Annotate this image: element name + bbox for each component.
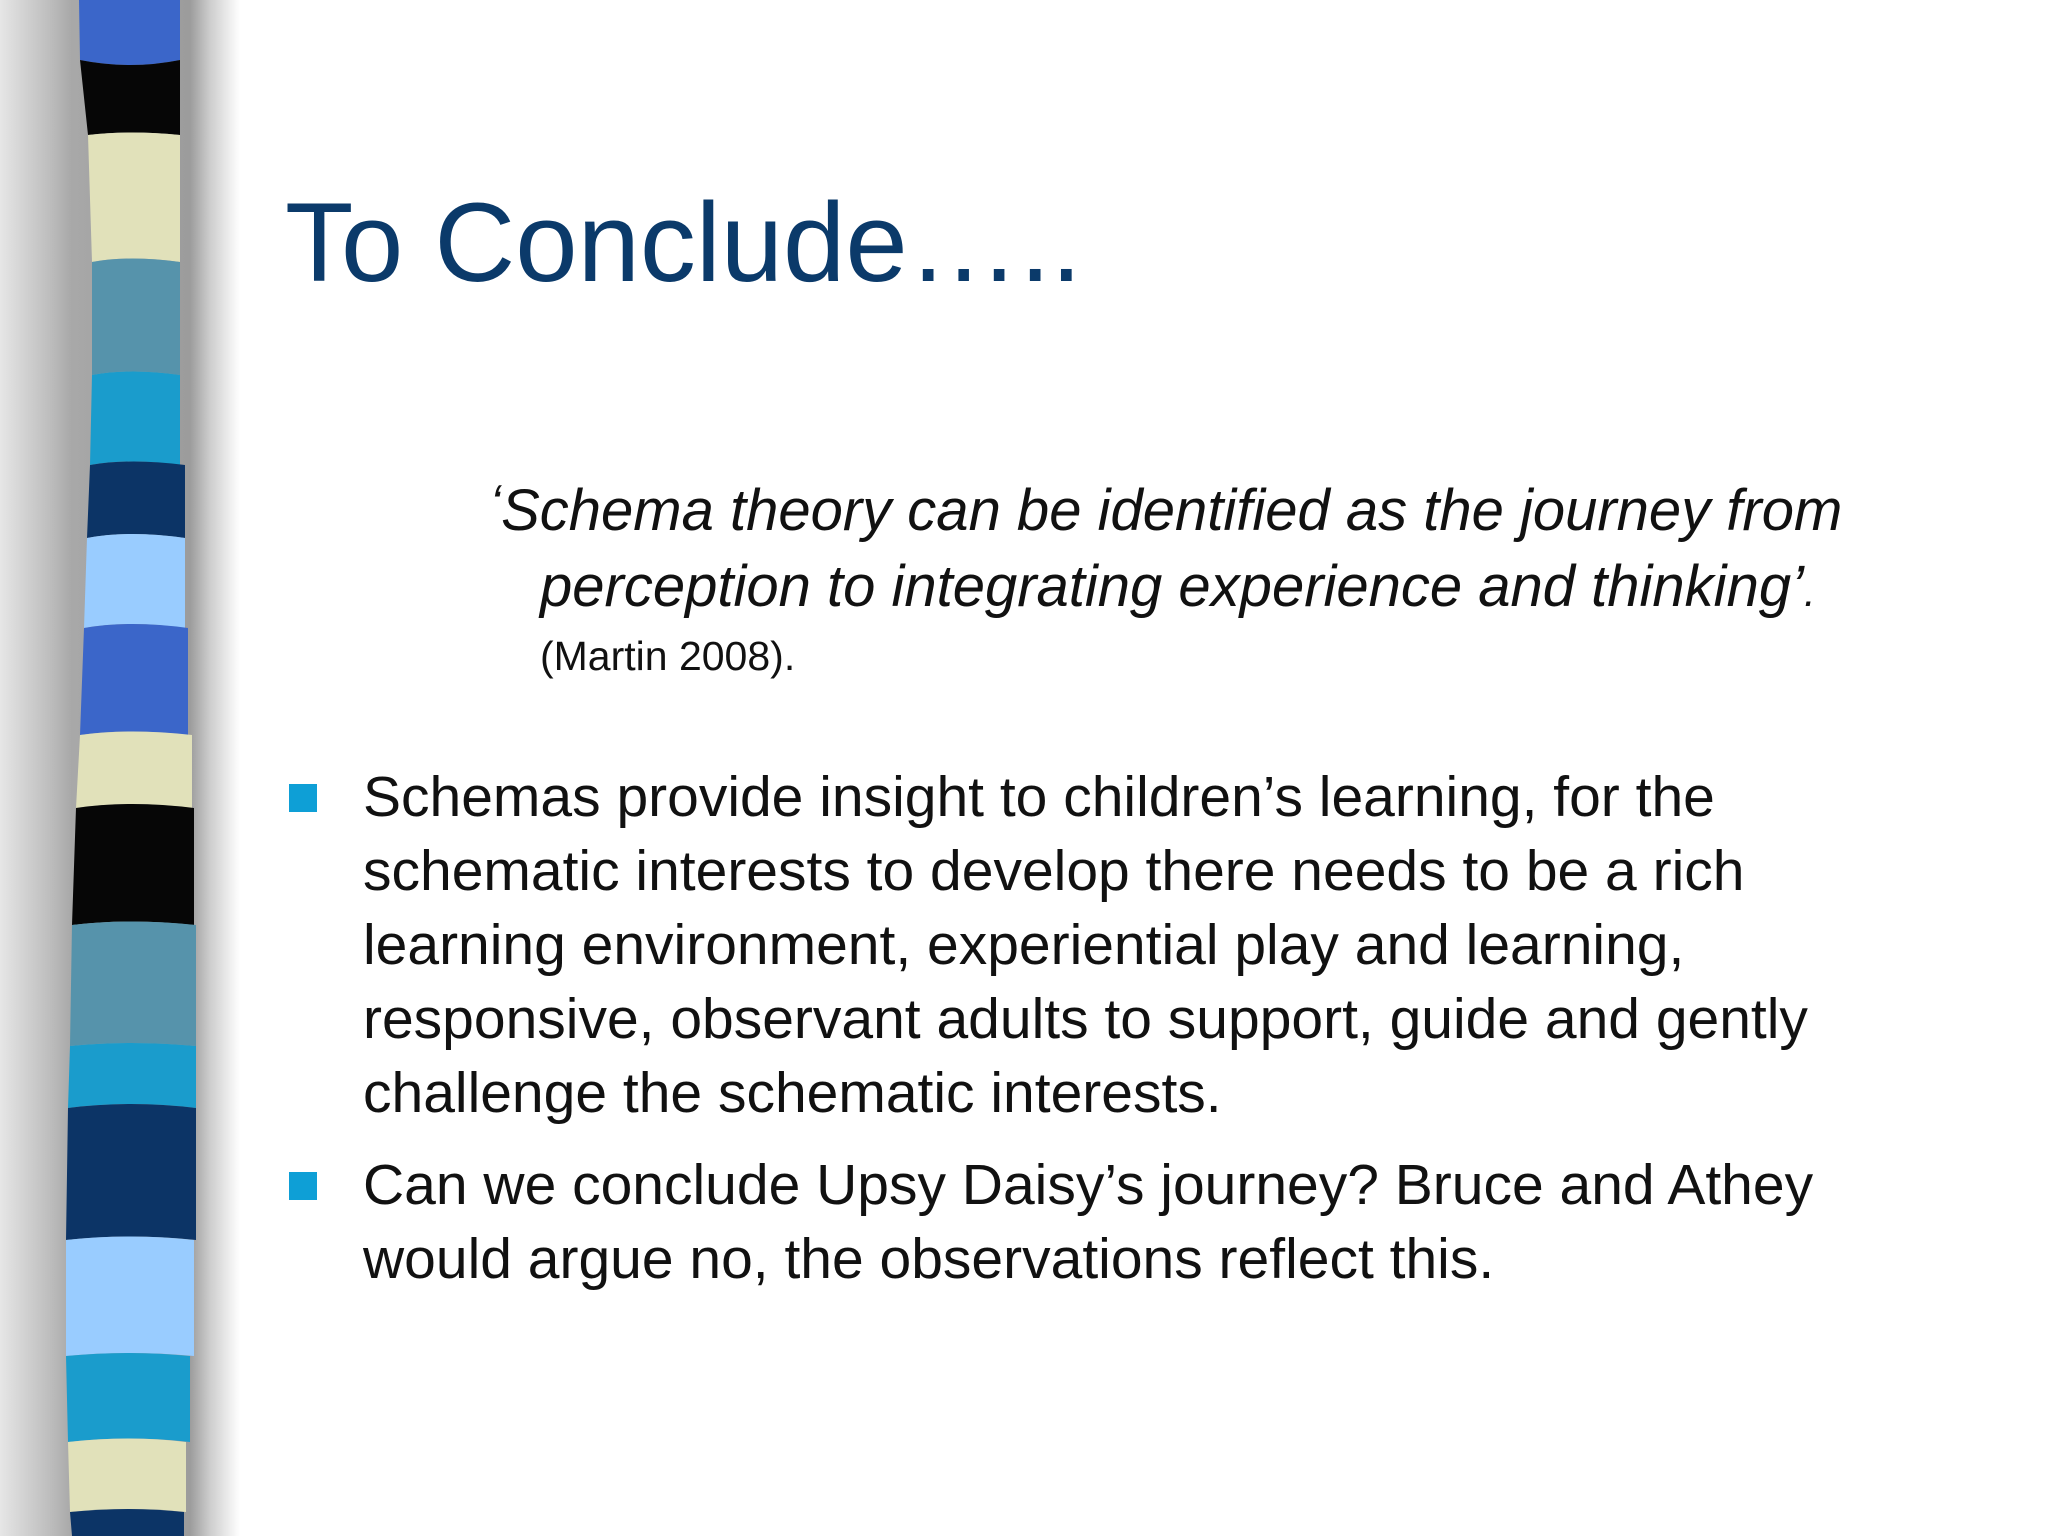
- quote-text-2: perception to integrating experience and thinking’: [540, 554, 1804, 619]
- open-quote-mark: ‘: [490, 475, 502, 531]
- bullet-list: [285, 760, 2005, 1314]
- quote-end-punct: .: [1803, 568, 1816, 615]
- stripe-band: [92, 259, 180, 376]
- bullet-text-line: Can we conclude Upsy Daisy’s journey? Bruce and Athey: [363, 1153, 1814, 1217]
- stripe-band: [90, 372, 180, 466]
- stripe-band: [84, 534, 185, 628]
- quote-line-1: [490, 465, 2010, 549]
- stripe-band: [80, 60, 180, 135]
- bullet-item: [285, 760, 2005, 1130]
- stripe-band: [66, 1237, 194, 1357]
- bullet-text-line: responsive, observant adults to support, guide and gently: [363, 987, 1808, 1051]
- quote-text-1: Schema theory can be identified as the journey from: [501, 478, 1843, 543]
- bullet-item: [285, 1148, 2005, 1296]
- stripe-band: [76, 732, 192, 809]
- bullet-text-line: learning environment, experiential play and learning,: [363, 913, 1685, 977]
- decorative-stripe-bar: [0, 0, 240, 1536]
- stripe-band: [68, 1043, 196, 1108]
- stripe-band: [72, 804, 194, 925]
- stripe-band: [80, 624, 188, 735]
- slide-title: To Conclude…..: [285, 180, 1082, 305]
- stripe-band: [66, 1353, 190, 1442]
- quote-citation: (Martin 2008).: [540, 633, 796, 679]
- quote-line-2: [490, 549, 2010, 630]
- quote-block: [490, 465, 2010, 682]
- bullet-text-line: would argue no, the observations reflect this.: [363, 1227, 1495, 1291]
- stripe-band: [66, 1104, 196, 1240]
- bullet-text-line: challenge the schematic interests.: [363, 1061, 1222, 1125]
- square-bullet-icon: [289, 784, 317, 812]
- stripe-band: [87, 462, 185, 539]
- square-bullet-icon: [289, 1172, 317, 1200]
- stripe-band: [70, 922, 196, 1047]
- bullet-text-line: schematic interests to develop there needs to be a rich: [363, 839, 1745, 903]
- stripe-band: [68, 1439, 186, 1513]
- stripe-band: [79, 0, 180, 65]
- stripe-band: [70, 1509, 184, 1536]
- stripe-band: [88, 133, 180, 263]
- bullet-text-line: Schemas provide insight to children’s learning, for the: [363, 765, 1715, 829]
